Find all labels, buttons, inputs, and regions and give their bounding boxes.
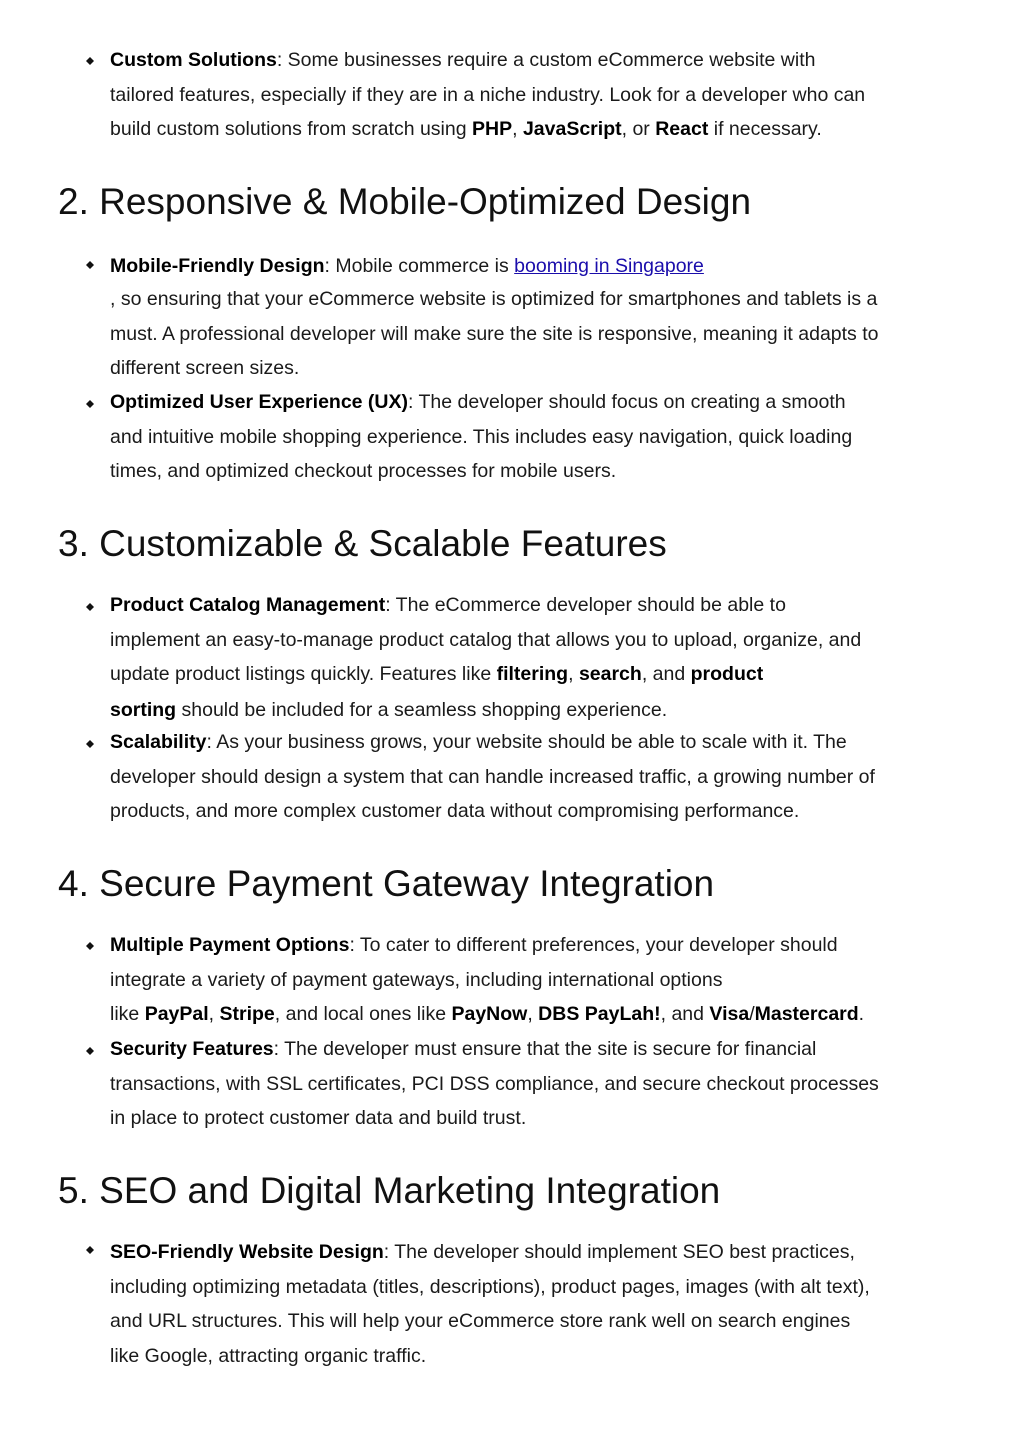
item-text: : Some businesses require a custom eCommerce website with bbox=[276, 49, 816, 71]
item-text: different screen sizes. bbox=[110, 357, 300, 379]
section-heading: 2. Responsive & Mobile-Optimized Design bbox=[58, 181, 752, 222]
item-label: Scalability bbox=[110, 731, 207, 753]
diamond-bullet-icon bbox=[86, 1047, 94, 1055]
list-item-seo-friendly-design bbox=[110, 1235, 980, 1373]
item-text: must. A professional developer will make sure the site is responsive, meaning it adapts to bbox=[110, 322, 879, 345]
item-text: and URL structures. This will help your eCommerce store rank well on search engines bbox=[110, 1310, 851, 1332]
keyword: sorting bbox=[110, 698, 177, 721]
diamond-bullet-icon bbox=[86, 400, 94, 408]
diamond-bullet-icon bbox=[86, 57, 94, 65]
booming-in-singapore-link[interactable]: booming in Singapore bbox=[514, 255, 704, 277]
item-text: : To cater to different preferences, your developer should bbox=[349, 934, 838, 956]
item-text: and intuitive mobile shopping experience. This includes easy navigation, quick loading bbox=[110, 425, 853, 448]
list-item-multiple-payment-options bbox=[110, 928, 980, 1032]
item-text: tailored features, especially if they are in a niche industry. Look for a developer who can bbox=[110, 83, 866, 106]
diamond-bullet-icon bbox=[86, 261, 94, 269]
item-text: , and local ones like bbox=[274, 1003, 452, 1025]
item-text: transactions, with SSL certificates, PCI DSS compliance, and secure checkout processes bbox=[110, 1072, 879, 1095]
item-label: Optimized User Experience (UX) bbox=[110, 391, 409, 413]
keyword: Mastercard bbox=[754, 1003, 859, 1025]
list-item-custom-solutions bbox=[110, 43, 980, 147]
item-text: : Mobile commerce is bbox=[324, 255, 515, 277]
keyword: PayNow bbox=[451, 1003, 528, 1025]
item-text: , or bbox=[621, 118, 656, 140]
item-text: , and bbox=[641, 663, 691, 685]
section-heading: 3. Customizable & Scalable Features bbox=[58, 523, 667, 564]
item-text: update product listings quickly. Features like bbox=[110, 663, 497, 685]
list-item-product-catalog-management bbox=[110, 588, 980, 729]
item-text: like bbox=[110, 1003, 145, 1025]
list-item-mobile-friendly-design bbox=[110, 250, 980, 386]
item-text: : As your business grows, your website should be able to scale with it. The bbox=[206, 731, 847, 753]
item-text: developer should design a system that can handle increased traffic, a growing number of bbox=[110, 765, 875, 788]
item-text: , bbox=[208, 1003, 220, 1025]
section-heading: 5. SEO and Digital Marketing Integration bbox=[58, 1170, 721, 1211]
item-text: , bbox=[512, 118, 523, 140]
section-heading: 4. Secure Payment Gateway Integration bbox=[58, 863, 715, 904]
item-text: in place to protect customer data and build trust. bbox=[110, 1107, 527, 1129]
item-text: times, and optimized checkout processes for mobile users. bbox=[110, 460, 617, 482]
diamond-bullet-icon bbox=[86, 942, 94, 950]
item-label: Product Catalog Management bbox=[110, 594, 386, 616]
diamond-bullet-icon bbox=[86, 603, 94, 611]
item-text: : The developer should implement SEO best practices, bbox=[383, 1241, 855, 1263]
keyword: product bbox=[690, 663, 764, 685]
item-text: : The developer must ensure that the site is secure for financial bbox=[273, 1038, 817, 1060]
item-text: , and bbox=[660, 1003, 710, 1025]
item-text: , bbox=[568, 663, 579, 685]
item-text: , bbox=[527, 1003, 539, 1025]
keyword: React bbox=[655, 118, 709, 140]
list-item-scalability bbox=[110, 725, 980, 829]
item-text: . bbox=[858, 1003, 865, 1025]
item-text: if necessary. bbox=[708, 118, 822, 140]
item-label: Custom Solutions bbox=[110, 49, 277, 71]
item-label: Mobile-Friendly Design bbox=[110, 255, 325, 277]
diamond-bullet-icon bbox=[86, 1246, 94, 1254]
keyword: Stripe bbox=[219, 1003, 275, 1025]
item-text: integrate a variety of payment gateways, including international options bbox=[110, 968, 723, 991]
item-text: should be included for a seamless shopping experience. bbox=[176, 698, 668, 721]
item-text: / bbox=[749, 1003, 755, 1025]
list-item-optimized-ux bbox=[110, 385, 980, 489]
item-label: Security Features bbox=[110, 1038, 274, 1060]
keyword: PayPal bbox=[144, 1003, 209, 1025]
item-text: products, and more complex customer data without compromising performance. bbox=[110, 800, 800, 822]
item-text: : The eCommerce developer should be able to bbox=[385, 594, 786, 616]
item-text: build custom solutions from scratch using bbox=[110, 118, 472, 140]
list-item-security-features bbox=[110, 1032, 980, 1136]
item-text: , so ensuring that your eCommerce website is optimized for smartphones and tablets is a bbox=[110, 288, 878, 310]
item-text: implement an easy-to-manage product catalog that allows you to upload, organize, and bbox=[110, 628, 862, 651]
item-text: : The developer should focus on creating a smooth bbox=[408, 391, 846, 413]
keyword: JavaScript bbox=[522, 118, 622, 140]
item-label: SEO-Friendly Website Design bbox=[110, 1241, 384, 1263]
keyword: filtering bbox=[496, 663, 569, 685]
keyword: Visa bbox=[709, 1003, 750, 1025]
item-text: including optimizing metadata (titles, descriptions), product pages, images (with alt text), bbox=[110, 1275, 870, 1298]
item-label: Multiple Payment Options bbox=[110, 934, 350, 956]
keyword: search bbox=[578, 663, 642, 685]
keyword: PHP bbox=[472, 118, 513, 140]
item-text: like Google, attracting organic traffic. bbox=[110, 1344, 427, 1367]
keyword: DBS PayLah! bbox=[538, 1003, 661, 1025]
diamond-bullet-icon bbox=[86, 740, 94, 748]
